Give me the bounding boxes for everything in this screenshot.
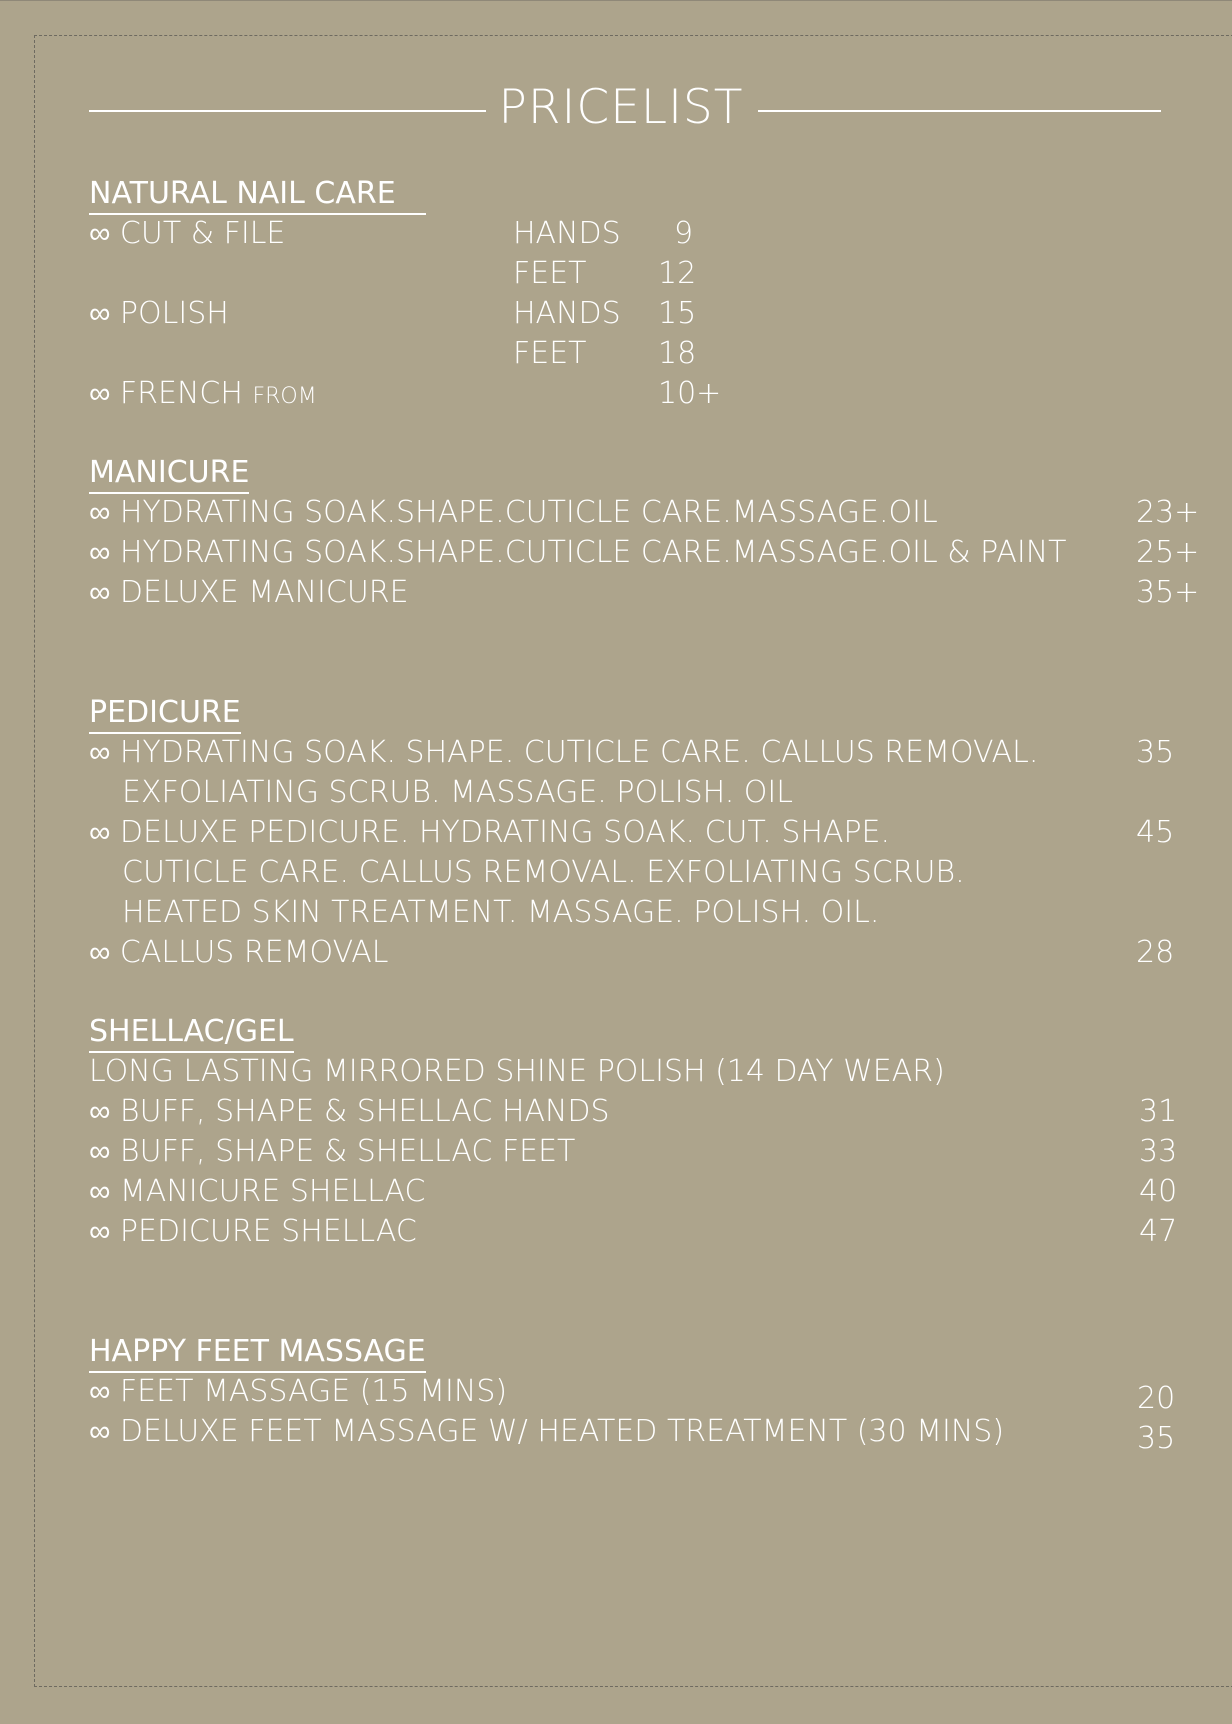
section-heading-happy-feet-massage: HAPPY FEET MASSAGE [89,1334,426,1373]
item-cut-file: ∞ CUT & FILE [89,216,286,251]
pedicure-item-1-line-1: ∞ HYDRATING SOAK. SHAPE. CUTICLE CARE. CALLUS REMOVAL. [89,735,1039,770]
manicure-item-3: ∞ DELUXE MANICURE [89,575,409,610]
title-rule-right [758,110,1161,112]
top-border [0,0,1232,1]
shellac-item-3: ∞ MANICURE SHELLAC [89,1174,426,1209]
pedicure-price-2: 45 [1136,815,1175,850]
section-heading-pedicure: PEDICURE [89,695,241,734]
shellac-item-4: ∞ PEDICURE SHELLAC [89,1214,417,1249]
label-feet: FEET [513,336,587,371]
massage-price-1: 20 [1137,1381,1176,1416]
price-polish-feet: 18 [658,336,697,371]
item-french-from: FROM [252,384,317,409]
item-french-label: ∞ FRENCH [89,376,243,411]
label-hands: HANDS [513,216,621,251]
manicure-price-1: 23+ [1136,495,1200,530]
massage-item-2: ∞ DELUXE FEET MASSAGE W/ HEATED TREATMENT (30 MINS) [89,1414,1005,1449]
shellac-item-2: ∞ BUFF, SHAPE & SHELLAC FEET [89,1134,576,1169]
pedicure-item-2-line-2: CUTICLE CARE. CALLUS REMOVAL. EXFOLIATING SCRUB. [122,855,965,890]
section-heading-manicure: MANICURE [89,455,249,494]
label-feet: FEET [513,256,587,291]
pedicure-item-2-line-1: ∞ DELUXE PEDICURE. HYDRATING SOAK. CUT. SHAPE. [89,815,891,850]
pedicure-item-1-line-2: EXFOLIATING SCRUB. MASSAGE. POLISH. OIL [122,775,793,810]
manicure-item-1: ∞ HYDRATING SOAK.SHAPE.CUTICLE CARE.MASSAGE.OIL [89,495,938,530]
pedicure-item-3: ∞ CALLUS REMOVAL [89,935,389,970]
pedicure-price-3: 28 [1136,935,1175,970]
shellac-price-3: 40 [1139,1174,1178,1209]
label-hands: HANDS [513,296,621,331]
item-french [89,376,317,412]
pedicure-item-2-line-3: HEATED SKIN TREATMENT. MASSAGE. POLISH. OIL. [122,895,880,930]
shellac-price-1: 31 [1139,1094,1178,1129]
section-heading-natural-nail-care: NATURAL NAIL CARE [89,176,426,215]
page-title: PRICELIST [498,80,744,135]
manicure-price-2: 25+ [1136,535,1200,570]
price-cut-hands: 9 [674,216,694,251]
title-rule-left [89,110,486,112]
section-heading-shellac-gel: SHELLAC/GEL [89,1014,294,1053]
price-cut-feet: 12 [658,256,697,291]
pedicure-price-1: 35 [1136,735,1175,770]
massage-price-2: 35 [1137,1421,1176,1456]
manicure-item-2: ∞ HYDRATING SOAK.SHAPE.CUTICLE CARE.MASSAGE.OIL & PAINT [89,535,1067,570]
manicure-price-3: 35+ [1136,575,1200,610]
massage-item-1: ∞ FEET MASSAGE (15 MINS) [89,1374,508,1409]
item-polish: ∞ POLISH [89,296,229,331]
shellac-item-1: ∞ BUFF, SHAPE & SHELLAC HANDS [89,1094,610,1129]
price-french: 10+ [658,376,722,411]
shellac-subtitle: LONG LASTING MIRRORED SHINE POLISH (14 DAY WEAR) [89,1054,945,1089]
shellac-price-2: 33 [1139,1134,1178,1169]
price-polish-hands: 15 [658,296,697,331]
shellac-price-4: 47 [1139,1214,1178,1249]
